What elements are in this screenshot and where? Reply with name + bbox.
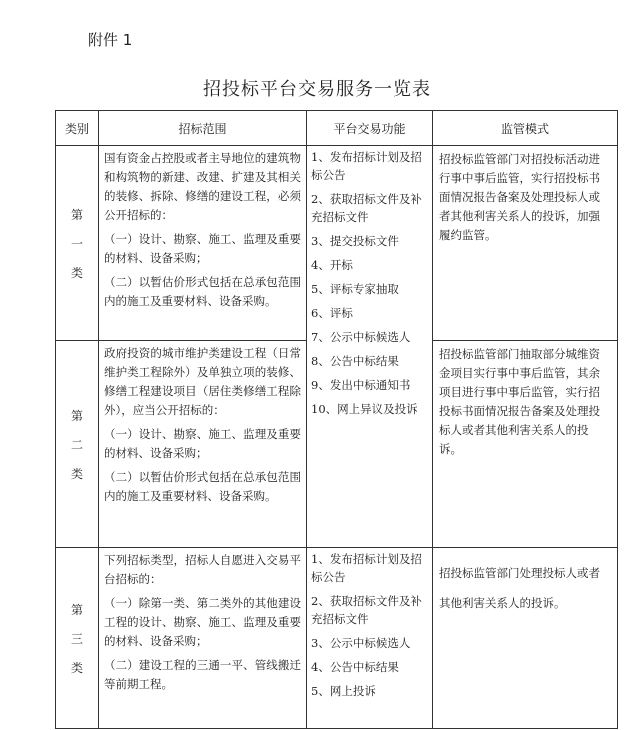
header-supervision: 监管模式 xyxy=(433,111,618,146)
functions-cell xyxy=(307,146,433,548)
function-item: 4、公告中标结果 xyxy=(311,660,399,674)
supervision-cell: 招投标监管部门处理投标人或者其他利害关系人的投诉。 xyxy=(433,548,618,729)
header-category: 类别 xyxy=(56,111,99,146)
function-item: 3、提交投标文件 xyxy=(311,234,399,248)
attachment-label: 附件 1 xyxy=(88,31,133,49)
function-item: 5、评标专家抽取 xyxy=(311,282,399,296)
table-header-row xyxy=(56,111,618,146)
scope-paragraph: （一）设计、勘察、施工、监理及重要的材料、设备采购； xyxy=(104,427,301,460)
function-item: 3、公示中标候选人 xyxy=(311,636,411,650)
category-cell xyxy=(56,146,99,341)
function-item: 6、评标 xyxy=(311,306,353,320)
header-scope: 招标范围 xyxy=(99,111,307,146)
scope-cell xyxy=(99,146,307,341)
function-item: 2、获取招标文件及补充招标文件 xyxy=(311,594,422,626)
scope-paragraph: （一）设计、勘察、施工、监理及重要的材料、设备采购； xyxy=(104,232,301,265)
scope-cell xyxy=(99,341,307,548)
scope-cell xyxy=(99,548,307,729)
scope-paragraph: （一）除第一类、第二类外的其他建设工程的设计、勘察、施工、监理及重要的材料、设备采购； xyxy=(104,596,301,648)
function-item: 4、开标 xyxy=(311,258,353,272)
category-char: 类 xyxy=(70,265,83,280)
category-cell xyxy=(56,548,99,729)
function-item: 5、网上投诉 xyxy=(311,684,376,698)
scope-paragraph: （二）以暂估价形式包括在总承包范围内的施工及重要材料、设备采购。 xyxy=(104,275,301,308)
category-char: 第 xyxy=(70,408,83,423)
function-item: 10、网上异议及投诉 xyxy=(311,402,418,416)
scope-paragraph: （二）以暂估价形式包括在总承包范围内的施工及重要材料、设备采购。 xyxy=(104,470,301,503)
function-item: 1、发布招标计划及招标公告 xyxy=(311,552,422,584)
table-row xyxy=(56,548,618,729)
function-item: 8、公告中标结果 xyxy=(311,354,399,368)
category-char: 二 xyxy=(70,437,83,452)
table-row xyxy=(56,146,618,341)
category-char: 类 xyxy=(70,660,83,675)
function-item: 1、发布招标计划及招标公告 xyxy=(311,150,422,182)
document-title: 招投标平台交易服务一览表 xyxy=(203,79,431,100)
supervision-cell: 招投标监管部门对招投标活动进行事中事后监管，实行招投标书面情况报告备案及处理投标人或者其他利害关系人的投诉，加强履约监管。 xyxy=(433,146,618,341)
category-char: 第 xyxy=(70,207,83,222)
scope-paragraph: （二）建设工程的三通一平、管线搬迁等前期工程。 xyxy=(104,658,301,691)
supervision-cell: 招投标监管部门抽取部分城维资金项目实行事中事后监管，其余项目进行事中事后监管，实行招投标书面情况报告备案及处理投标人或者其他利害关系人的投诉。 xyxy=(433,341,618,548)
function-item: 7、公示中标候选人 xyxy=(311,330,411,344)
scope-paragraph: 政府投资的城市维护类建设工程（日常维护类工程除外）及单独立项的装修、修缮工程建设项目（居住类修缮工程除外），应当公开招标的： xyxy=(104,346,301,417)
service-table xyxy=(55,110,618,729)
category-char: 一 xyxy=(70,236,83,251)
category-char: 第 xyxy=(70,602,83,617)
category-char: 三 xyxy=(70,631,83,646)
category-cell xyxy=(56,341,99,548)
function-item: 9、发出中标通知书 xyxy=(311,378,411,392)
function-item: 2、获取招标文件及补充招标文件 xyxy=(311,192,422,224)
header-functions: 平台交易功能 xyxy=(307,111,433,146)
functions-cell xyxy=(307,548,433,729)
scope-paragraph: 国有资金占控股或者主导地位的建筑物和构筑物的新建、改建、扩建及其相关的装修、拆除、修缮的建设工程，必须公开招标的： xyxy=(104,151,301,222)
scope-paragraph: 下列招标类型，招标人自愿进入交易平台招标的： xyxy=(104,553,301,586)
category-char: 类 xyxy=(70,466,83,481)
